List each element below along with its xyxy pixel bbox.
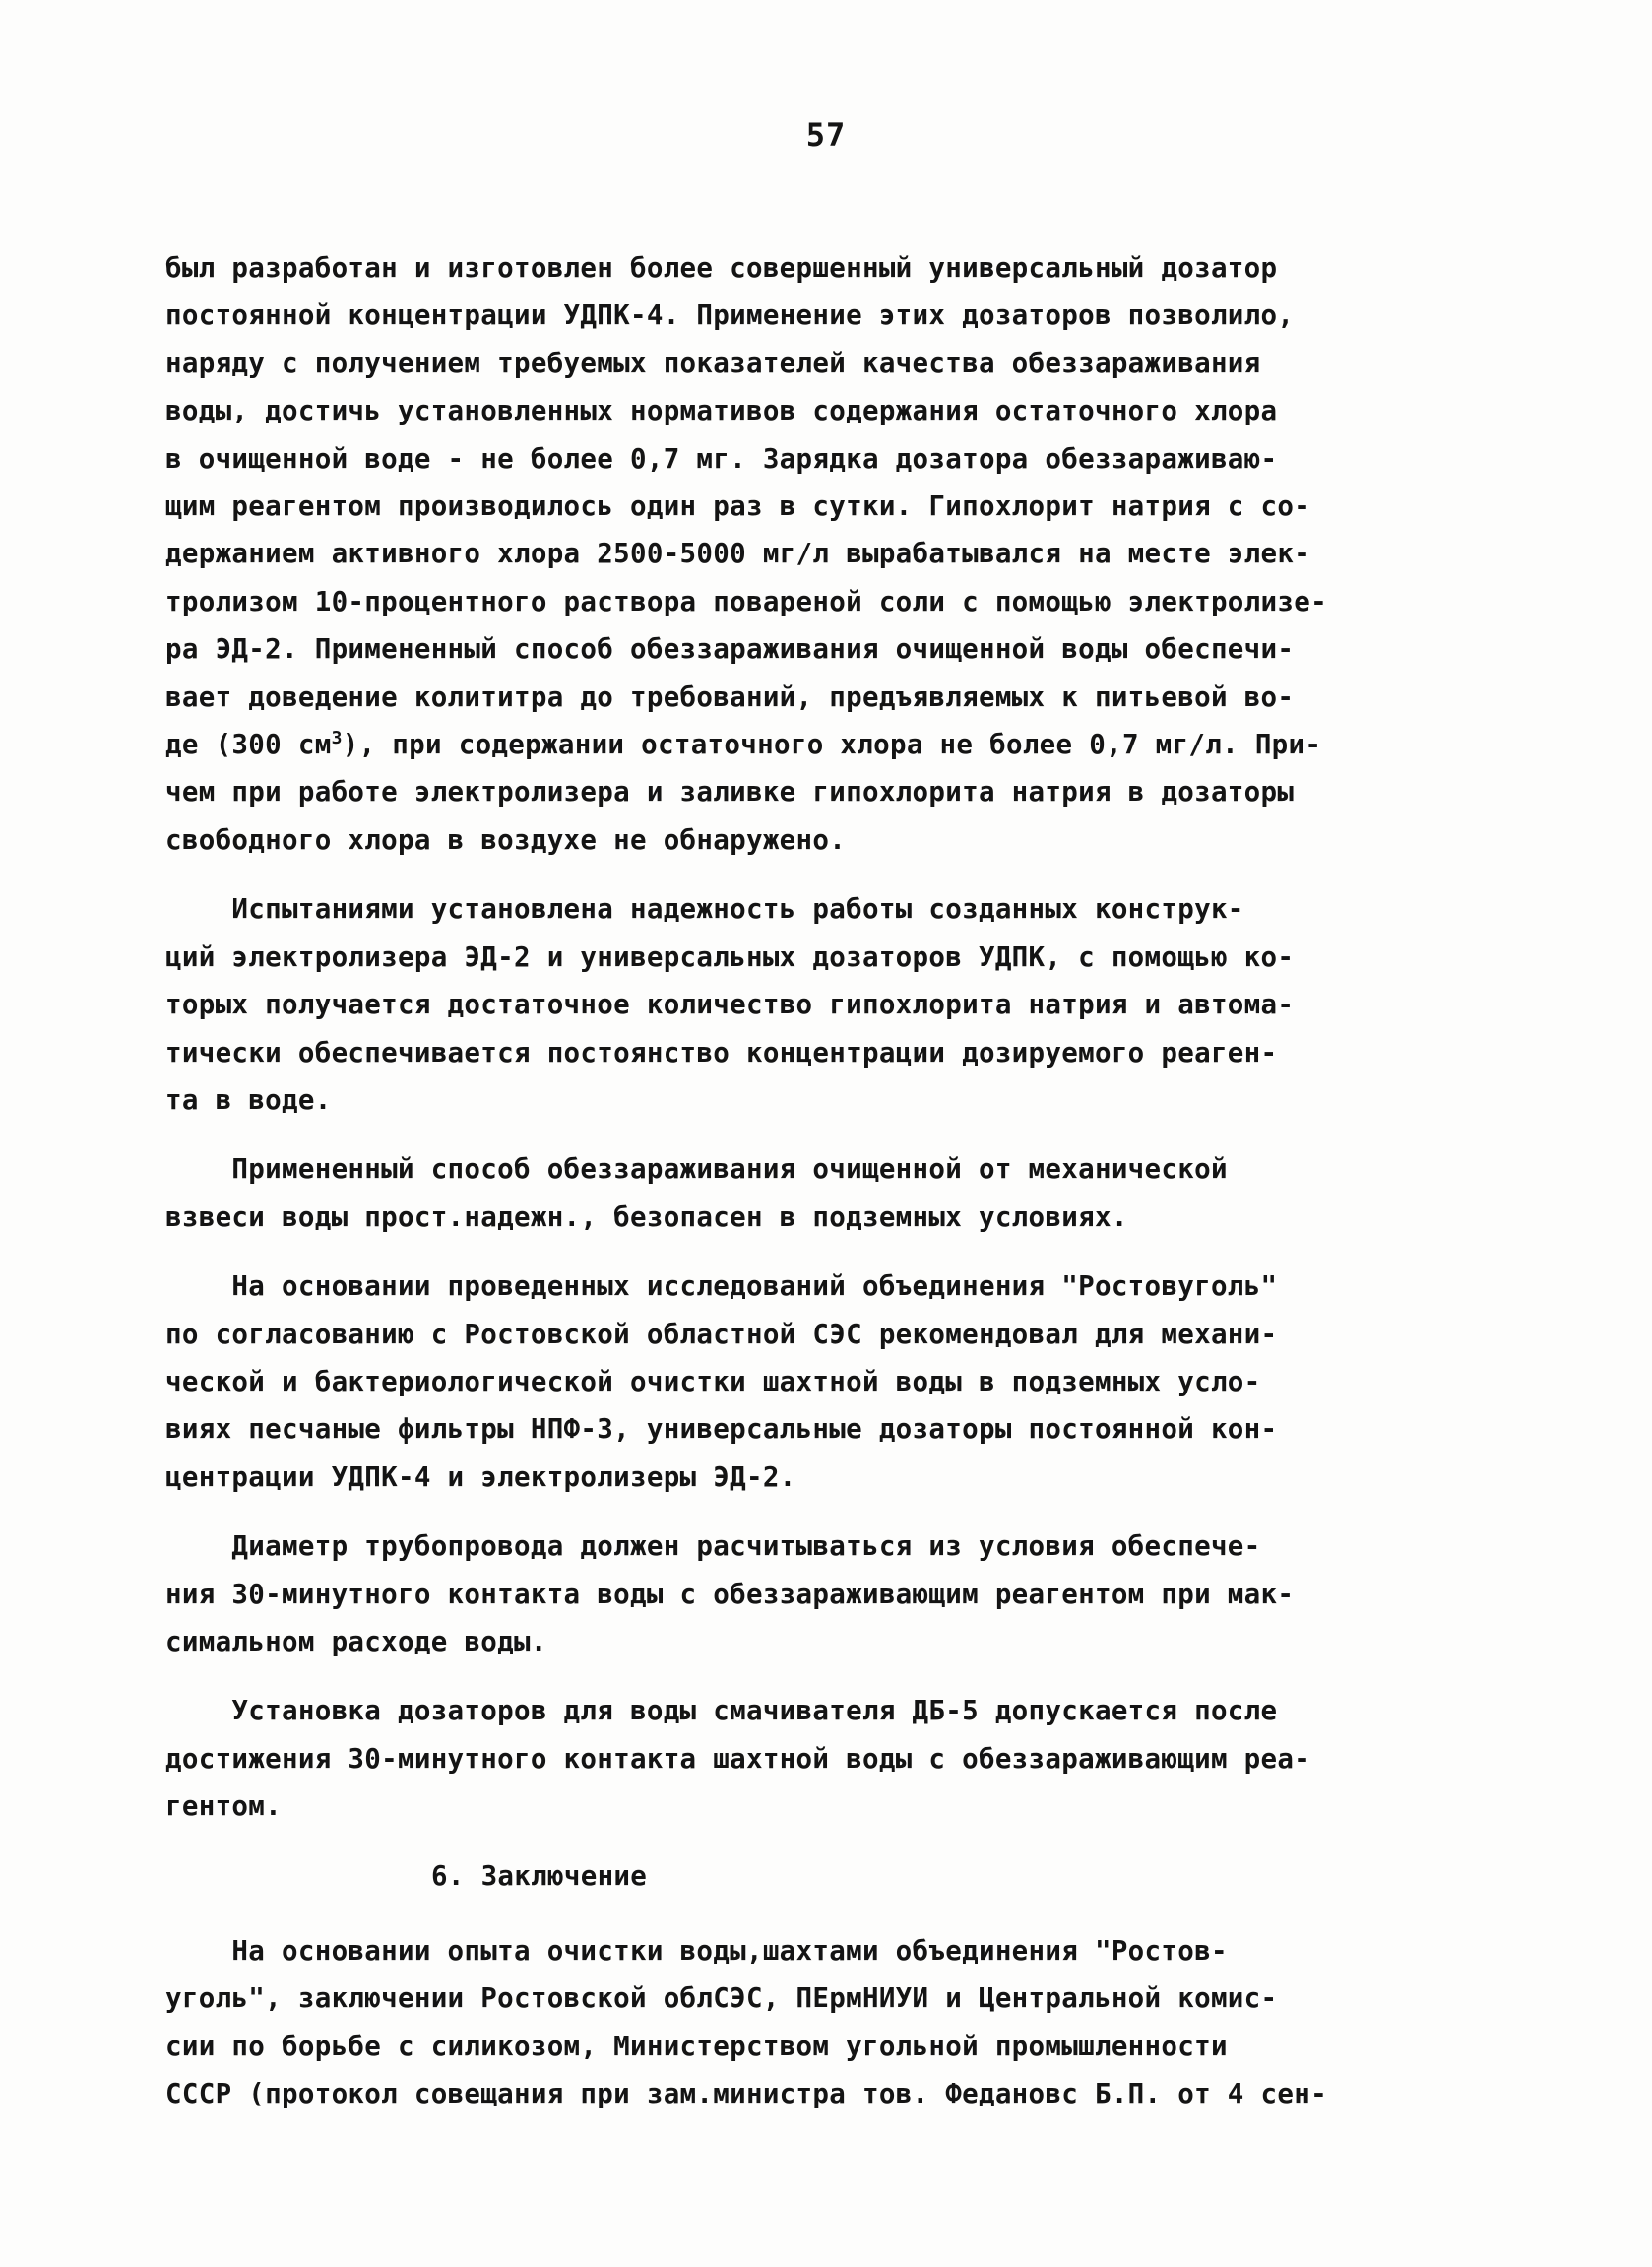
text-line: взвеси воды прост.надежн., безопасен в подземных условиях. [165, 1200, 1128, 1233]
text-line: Установка дозаторов для воды смачивателя ДБ-5 допускается после [165, 1695, 1278, 1727]
text-line: гентом. [165, 1790, 282, 1823]
text-line: чем при работе электролизера и заливке гипохлорита натрия в дозаторы [165, 776, 1295, 809]
conclusion-paragraph [165, 1927, 1514, 2118]
text-line: в очищенной воде - не более 0,7 мг. Зарядка дозатора обеззараживаю- [165, 442, 1278, 475]
text-line: щим реагентом производилось один раз в сутки. Гипохлорит натрия с со- [165, 490, 1311, 523]
text-line: ческой и бактериологической очистки шахтной воды в подземных усло- [165, 1365, 1261, 1397]
text-line: тролизом 10-процентного раствора повареной соли с помощью электролизе- [165, 585, 1327, 617]
text-line: ра ЭД-2. Примененный способ обеззараживания очищенной воды обеспечи- [165, 633, 1295, 666]
text-line: держанием активного хлора 2500-5000 мг/л вырабатывался на месте элек- [165, 538, 1311, 570]
body-text [165, 244, 1514, 2118]
paragraph [165, 1145, 1514, 1241]
paragraph-gap [165, 1241, 1514, 1263]
text-line: достижения 30-минутного контакта шахтной воды с обеззараживающим реа- [165, 1742, 1311, 1775]
text-line: тически обеспечивается постоянство концентрации дозируемого реаген- [165, 1036, 1278, 1069]
text-line: ций электролизера ЭД-2 и универсальных дозаторов УДПК, с помощью ко- [165, 940, 1295, 973]
text-line: торых получается достаточное количество гипохлорита натрия и автома- [165, 989, 1295, 1021]
paragraph [165, 885, 1514, 1124]
paragraph [165, 1522, 1514, 1665]
text-line: СССР (протокол совещания при зам.министра тов. Федановс Б.П. от 4 сен- [165, 2078, 1327, 2110]
text-line: та в воде. [165, 1083, 332, 1116]
text-line: по согласованию с Ростовской областной СЭС рекомендовал для механи- [165, 1318, 1278, 1350]
section-heading: 6. Заключение [431, 1859, 648, 1892]
text-line: центрации УДПК-4 и электролизеры ЭД-2. [165, 1460, 796, 1493]
text-line: уголь", заключении Ростовской облСЭС, ПЕрмНИУИ и Центральной комис- [165, 1982, 1278, 2015]
text-line: был разработан и изготовлен более совершенный универсальный дозатор [165, 252, 1278, 284]
paragraph-gap [165, 1665, 1514, 1687]
text-line: сии по борьбе с силикозом, Министерством угольной промышленности [165, 2030, 1228, 2062]
text-fragment: ), при содержании остаточного хлора не более 0,7 мг/л. При- [342, 729, 1322, 761]
text-line: вает доведение колититра до требований, предъявляемых к питьевой во- [165, 680, 1295, 713]
text-line: На основании проведенных исследований объединения "Ростовуголь" [165, 1270, 1278, 1303]
superscript: 3 [331, 727, 343, 748]
text-fragment: де (300 см [165, 729, 332, 761]
text-line: свободного хлора в воздухе не обнаружено. [165, 823, 847, 856]
paragraph-gap [165, 864, 1514, 885]
text-line: постоянной концентрации УДПК-4. Применение этих дозаторов позволило, [165, 299, 1295, 332]
text-line: На основании опыта очистки воды,шахтами объединения "Ростов- [165, 1935, 1228, 1967]
text-line: виях песчаные фильтры НПФ-3, универсальные дозаторы постоянной кон- [165, 1413, 1278, 1446]
text-line: Диаметр трубопровода должен расчитываться из условия обеспече- [165, 1530, 1261, 1563]
text-line: наряду с получением требуемых показателей качества обеззараживания [165, 347, 1261, 379]
page-number: 57 [805, 116, 847, 154]
text-line-with-superscript [165, 721, 1514, 768]
text-line: Испытаниями установлена надежность работы созданных конструк- [165, 893, 1244, 926]
paragraph [165, 1687, 1514, 1830]
text-line: симальном расходе воды. [165, 1625, 547, 1657]
text-line: воды, достичь установленных нормативов содержания остаточного хлора [165, 395, 1278, 427]
paragraph [165, 244, 1514, 864]
text-line: Примененный способ обеззараживания очищенной от механической [165, 1153, 1228, 1186]
text-line: ния 30-минутного контакта воды с обеззараживающим реагентом при мак- [165, 1578, 1295, 1610]
paragraph [165, 1263, 1514, 1501]
paragraph-gap [165, 1501, 1514, 1522]
paragraph-gap [165, 1124, 1514, 1145]
